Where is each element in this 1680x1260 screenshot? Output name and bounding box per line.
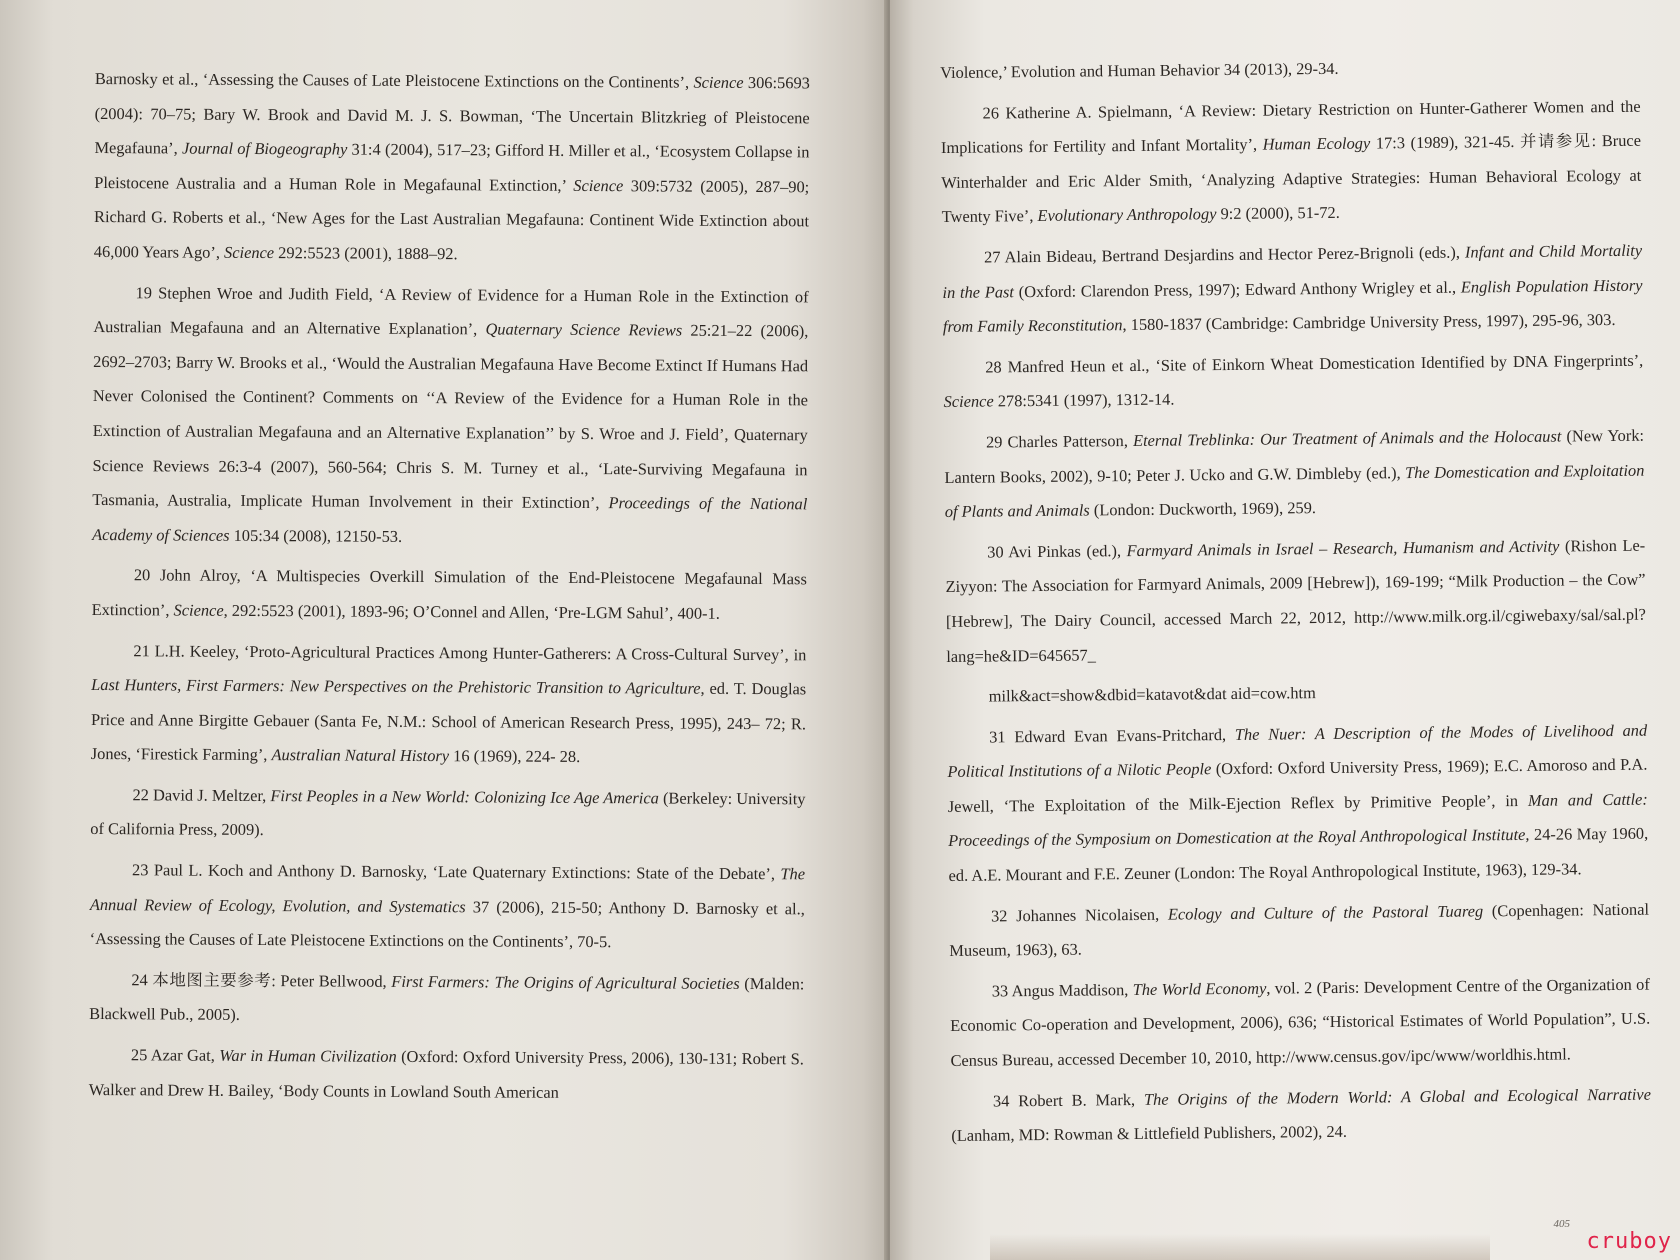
footnote xyxy=(950,967,1651,1078)
footnote-text: (London: Duckworth, 1969), 259. xyxy=(1089,498,1317,520)
footnote-text: 24-26 May 1960, ed. A.E. Mourant and F.E. Zeuner (London: The Royal Anthropological Institute, 1963), 129-34. xyxy=(948,824,1649,886)
footnote-text: 26 Katherine A. Spielmann, ‘A Review: Dietary Restriction on Hunter-Gatherer Women and the Implications for Fertility and Infant Mortality’, xyxy=(940,96,1641,158)
footnote-text: 21 L.H. Keeley, ‘Proto-Agricultural Practices Among Hunter-Gatherers: A Cross-Cultural Survey’, in xyxy=(133,640,807,664)
footnote-text: 31 Edward Evan Evans-Pritchard, xyxy=(989,724,1235,747)
footnote-text: milk&act=show&dbid=katavot&dat aid=cow.htm xyxy=(988,683,1316,706)
footnote-italic-title: Science xyxy=(173,600,224,620)
footnote-text: , vol. 2 (Paris: Development Centre of the Organization of Economic Co-operation and Development, 2006), 636; “Historical Estimates of World Population”, U.S. Census Bureau, accessed December 10, 2010, http://www.census.gov/ipc/www/worldhis.html. xyxy=(950,974,1651,1070)
footnote xyxy=(90,778,805,852)
footnote-italic-title: The Origins of the Modern World: A Global and Ecological Narrative xyxy=(1143,1084,1652,1109)
footnote-text: 34 Robert B. Mark, xyxy=(992,1089,1145,1111)
footnote xyxy=(92,276,809,557)
footnote xyxy=(944,419,1645,530)
footnote-text: 33 Angus Maddison, xyxy=(991,979,1133,1001)
footnote-text: (Rishon Le-Ziyyon: The Association for Farmyard Animals, 2009 [Hebrew]), 169-199; “Milk Production – the Cow” [Hebrew], The Dairy Council, accessed March 22, 2012, http://www.milk.org.il/cgiwebaxy/sal/sal.pl?lang=he&ID=645657_ xyxy=(945,535,1646,666)
footnote xyxy=(947,673,1647,715)
footnote-text: 37 (2006), 215-50; Anthony D. Barnosky et al., ‘Assessing the Causes of Late Pleistocene Extinctions on the Continents’, 70-5. xyxy=(89,896,805,952)
footnote-text: 25 Azar Gat, xyxy=(130,1045,220,1065)
footnote xyxy=(94,62,810,274)
footnote-text: 25:21–22 (2006), 2692–2703; Barry W. Brooks et al., ‘Would the Australian Megafauna Have Become Extinct If Humans Had Never Colonised the Continent? Comments on ‘‘A Review of the Evidence for a Human Role in the Extinction of Australian Megafauna and an Alternative Explanation’’ by S. Wroe and J. Field’, Quaternary Science Reviews 26:3-4 (2007), 560-564; Chris S. M. Turney et al., ‘Late-Surviving Megafauna in Tasmania, Australia, Implicate Human Involvement in their Extinction’, xyxy=(92,320,809,513)
footnote-text: (Lanham, MD: Rowman & Littlefield Publishers, 2002), 24. xyxy=(951,1122,1347,1146)
footnote-text: 32 Johannes Nicolaisen, xyxy=(990,904,1168,926)
right-notes xyxy=(940,49,1651,1154)
footnote xyxy=(949,892,1650,969)
footnote xyxy=(92,558,807,632)
footnote-italic-title: Science xyxy=(573,175,624,196)
footnote-text: 23 Paul L. Koch and Anthony D. Barnosky, ‘Late Quaternary Extinctions: State of the Debate’, xyxy=(132,860,781,884)
footnote-italic-title: Evolutionary Anthropology xyxy=(1037,204,1217,226)
footnote-text: 27 Alain Bideau, Bertrand Desjardins and Hector Perez-Brignoli (eds.), xyxy=(984,242,1466,267)
footnote-text: 22 David J. Meltzer, xyxy=(132,785,271,805)
footnote-italic-title: The Nuer: A Description of the Modes of Livelihood and Political Institutions of a Nilotic People xyxy=(947,720,1648,782)
footnote-text: 31:4 (2004), 517–23; Gifford H. Miller et al., ‘Ecosystem Collapse in Pleistocene Australia and a Human Role in Megafaunal Extinction,’ xyxy=(94,139,810,195)
footnote-italic-title: English Population History from Family Reconstitution xyxy=(942,275,1643,337)
footnote-text: (Oxford: Clarendon Press, 1997); Edward Anthony Wrigley et al., xyxy=(1013,277,1461,301)
footnote xyxy=(943,343,1644,420)
footnote xyxy=(90,853,806,961)
footnote-text: 306:5693 (2004): 70–75; Bary W. Brook and David M. J. S. Bowman, ‘The Uncertain Blitzkrieg of Pleistocene Megafauna’, xyxy=(94,72,810,158)
footnote xyxy=(951,1077,1652,1154)
footnote xyxy=(942,234,1643,345)
footnote-italic-title: Last Hunters, First Farmers: New Perspectives on the Prehistoric Transition to Agriculture xyxy=(91,675,701,698)
footnote-italic-title: First Peoples in a New World: Colonizing Ice Age America xyxy=(270,785,659,808)
footnote-italic-title: Eternal Treblinka: Our Treatment of Animals and the Holocaust xyxy=(1132,426,1562,450)
footnote-italic-title: Man and Cattle: Proceedings of the Symposium on Domestication at the Royal Anthropological Institute, xyxy=(948,789,1648,851)
footnote-text: 28 Manfred Heun et al., ‘Site of Einkorn Wheat Domestication Identified by DNA Fingerprints’, xyxy=(985,350,1644,377)
footnote-text: 16 (1969), 224- 28. xyxy=(449,746,581,767)
footnote-text: (Malden: Blackwell Pub., 2005). xyxy=(89,973,805,1025)
footnote-italic-title: First Farmers: The Origins of Agricultural Societies xyxy=(391,971,740,993)
footnote-italic-title: The Domestication and Exploitation of Plants and Animals xyxy=(944,460,1645,522)
footnote-text: 24 本地图主要参考: Peter Bellwood, xyxy=(131,970,392,991)
footnote-text: (Oxford: Oxford University Press, 1969); E.C. Amoroso and P.A. Jewell, ‘The Exploitation of the Milk-Ejection Reflex by Primitive People’, in xyxy=(947,754,1648,816)
footnote xyxy=(89,963,804,1037)
footnote-text: 30 Avi Pinkas (ed.), xyxy=(987,540,1127,562)
footnote-italic-title: Science xyxy=(224,242,275,263)
footnote-italic-title: Science xyxy=(693,72,744,92)
footnote-italic-title: Quaternary Science Reviews xyxy=(485,319,683,340)
footnote-text: 292:5523 (2001), 1888–92. xyxy=(274,243,458,264)
footnote-text: Barnosky et al., ‘Assessing the Causes of Late Pleistocene Extinctions on the Continents’, xyxy=(94,68,694,92)
footnote-text: 29 Charles Patterson, xyxy=(985,430,1134,452)
footnote-text: 105:34 (2008), 12150-53. xyxy=(229,525,403,546)
footnote-text: (Berkeley: University of California Press, 2009). xyxy=(90,788,806,840)
footnote-text: 20 John Alroy, ‘A Multispecies Overkill Simulation of the End-Pleistocene Megafaunal Mass Extinction’, xyxy=(91,565,807,620)
watermark: cruboy xyxy=(1586,1229,1672,1254)
footnote-text: 278:5341 (1997), 1312-14. xyxy=(993,389,1175,411)
footnote xyxy=(91,633,807,776)
footnote-text: , 1580-1837 (Cambridge: Cambridge University Press, 1997), 295-96, 303. xyxy=(1122,310,1616,335)
footnote-text: (Copenhagen: National Museum, 1963), 63. xyxy=(949,899,1650,961)
footnote-text: 309:5732 (2005), 287–90; Richard G. Roberts et al., ‘New Ages for the Last Australian Megafauna: Continent Wide Extinction about 46,000 Years Ago’, xyxy=(93,176,810,262)
footnote-italic-title: The World Economy xyxy=(1132,978,1267,999)
right-page xyxy=(890,0,1680,1260)
bottom-shadow xyxy=(990,1234,1490,1260)
footnote-text: , ed. T. Douglas Price and Anne Birgitte Gebauer (Santa Fe, N.M.: School of American Research Press, 1995), 243– 72; R. Jones, ‘Firestick Farming’, xyxy=(90,678,807,765)
footnote-italic-title: Infant and Child Mortality in the Past xyxy=(942,240,1643,302)
page-number: 405 xyxy=(1553,1218,1570,1230)
footnote-text: 19 Stephen Wroe and Judith Field, ‘A Review of Evidence for a Human Role in the Extinction of Australian Megafauna and an Alternative Explanation’, xyxy=(93,282,809,339)
footnote xyxy=(940,89,1641,235)
footnote-text: 17:3 (1989), 321-45. 并请参见: Bruce Winterhalder and Eric Alder Smith, ‘Analyzing Adaptive Strategies: Human Behavioral Ecology at Twenty Five’, xyxy=(941,130,1642,227)
footnote xyxy=(89,1038,804,1112)
footnote-italic-title: Human Ecology xyxy=(1262,133,1371,154)
footnote xyxy=(947,713,1649,893)
footnote xyxy=(940,49,1640,91)
footnote-text: (New York: Lantern Books, 2002), 9-10; Peter J. Ucko and G.W. Dimbleby (ed.), xyxy=(944,425,1645,487)
left-notes xyxy=(89,62,810,1112)
footnote-italic-title: Ecology and Culture of the Pastoral Tuareg xyxy=(1167,901,1484,924)
footnote-italic-title: Proceedings of the National Academy of Sciences xyxy=(92,493,808,545)
footnote xyxy=(945,528,1646,674)
footnote-text: Violence,’ Evolution and Human Behavior 34 (2013), 29-34. xyxy=(940,58,1339,82)
footnote-italic-title: Farmyard Animals in Israel – Research, Humanism and Activity xyxy=(1126,536,1560,560)
footnote-italic-title: Science xyxy=(943,391,994,412)
footnote-italic-title: Journal of Biogeography xyxy=(181,138,348,159)
footnote-italic-title: War in Human Civilization xyxy=(219,1045,397,1066)
footnote-text: (Oxford: Oxford University Press, 2006), 130-131; Robert S. Walker and Drew H. Bailey, ‘Body Counts in Lowland South American xyxy=(88,1046,804,1102)
footnote-text: 9:2 (2000), 51-72. xyxy=(1216,203,1340,224)
footnote-text: , 292:5523 (2001), 1893-96; O’Connel and Allen, ‘Pre-LGM Sahul’, 400-1. xyxy=(223,600,720,623)
footnote-italic-title: The Annual Review of Ecology, Evolution, and Systematics xyxy=(89,864,806,916)
footnote-italic-title: Australian Natural History xyxy=(271,745,450,766)
